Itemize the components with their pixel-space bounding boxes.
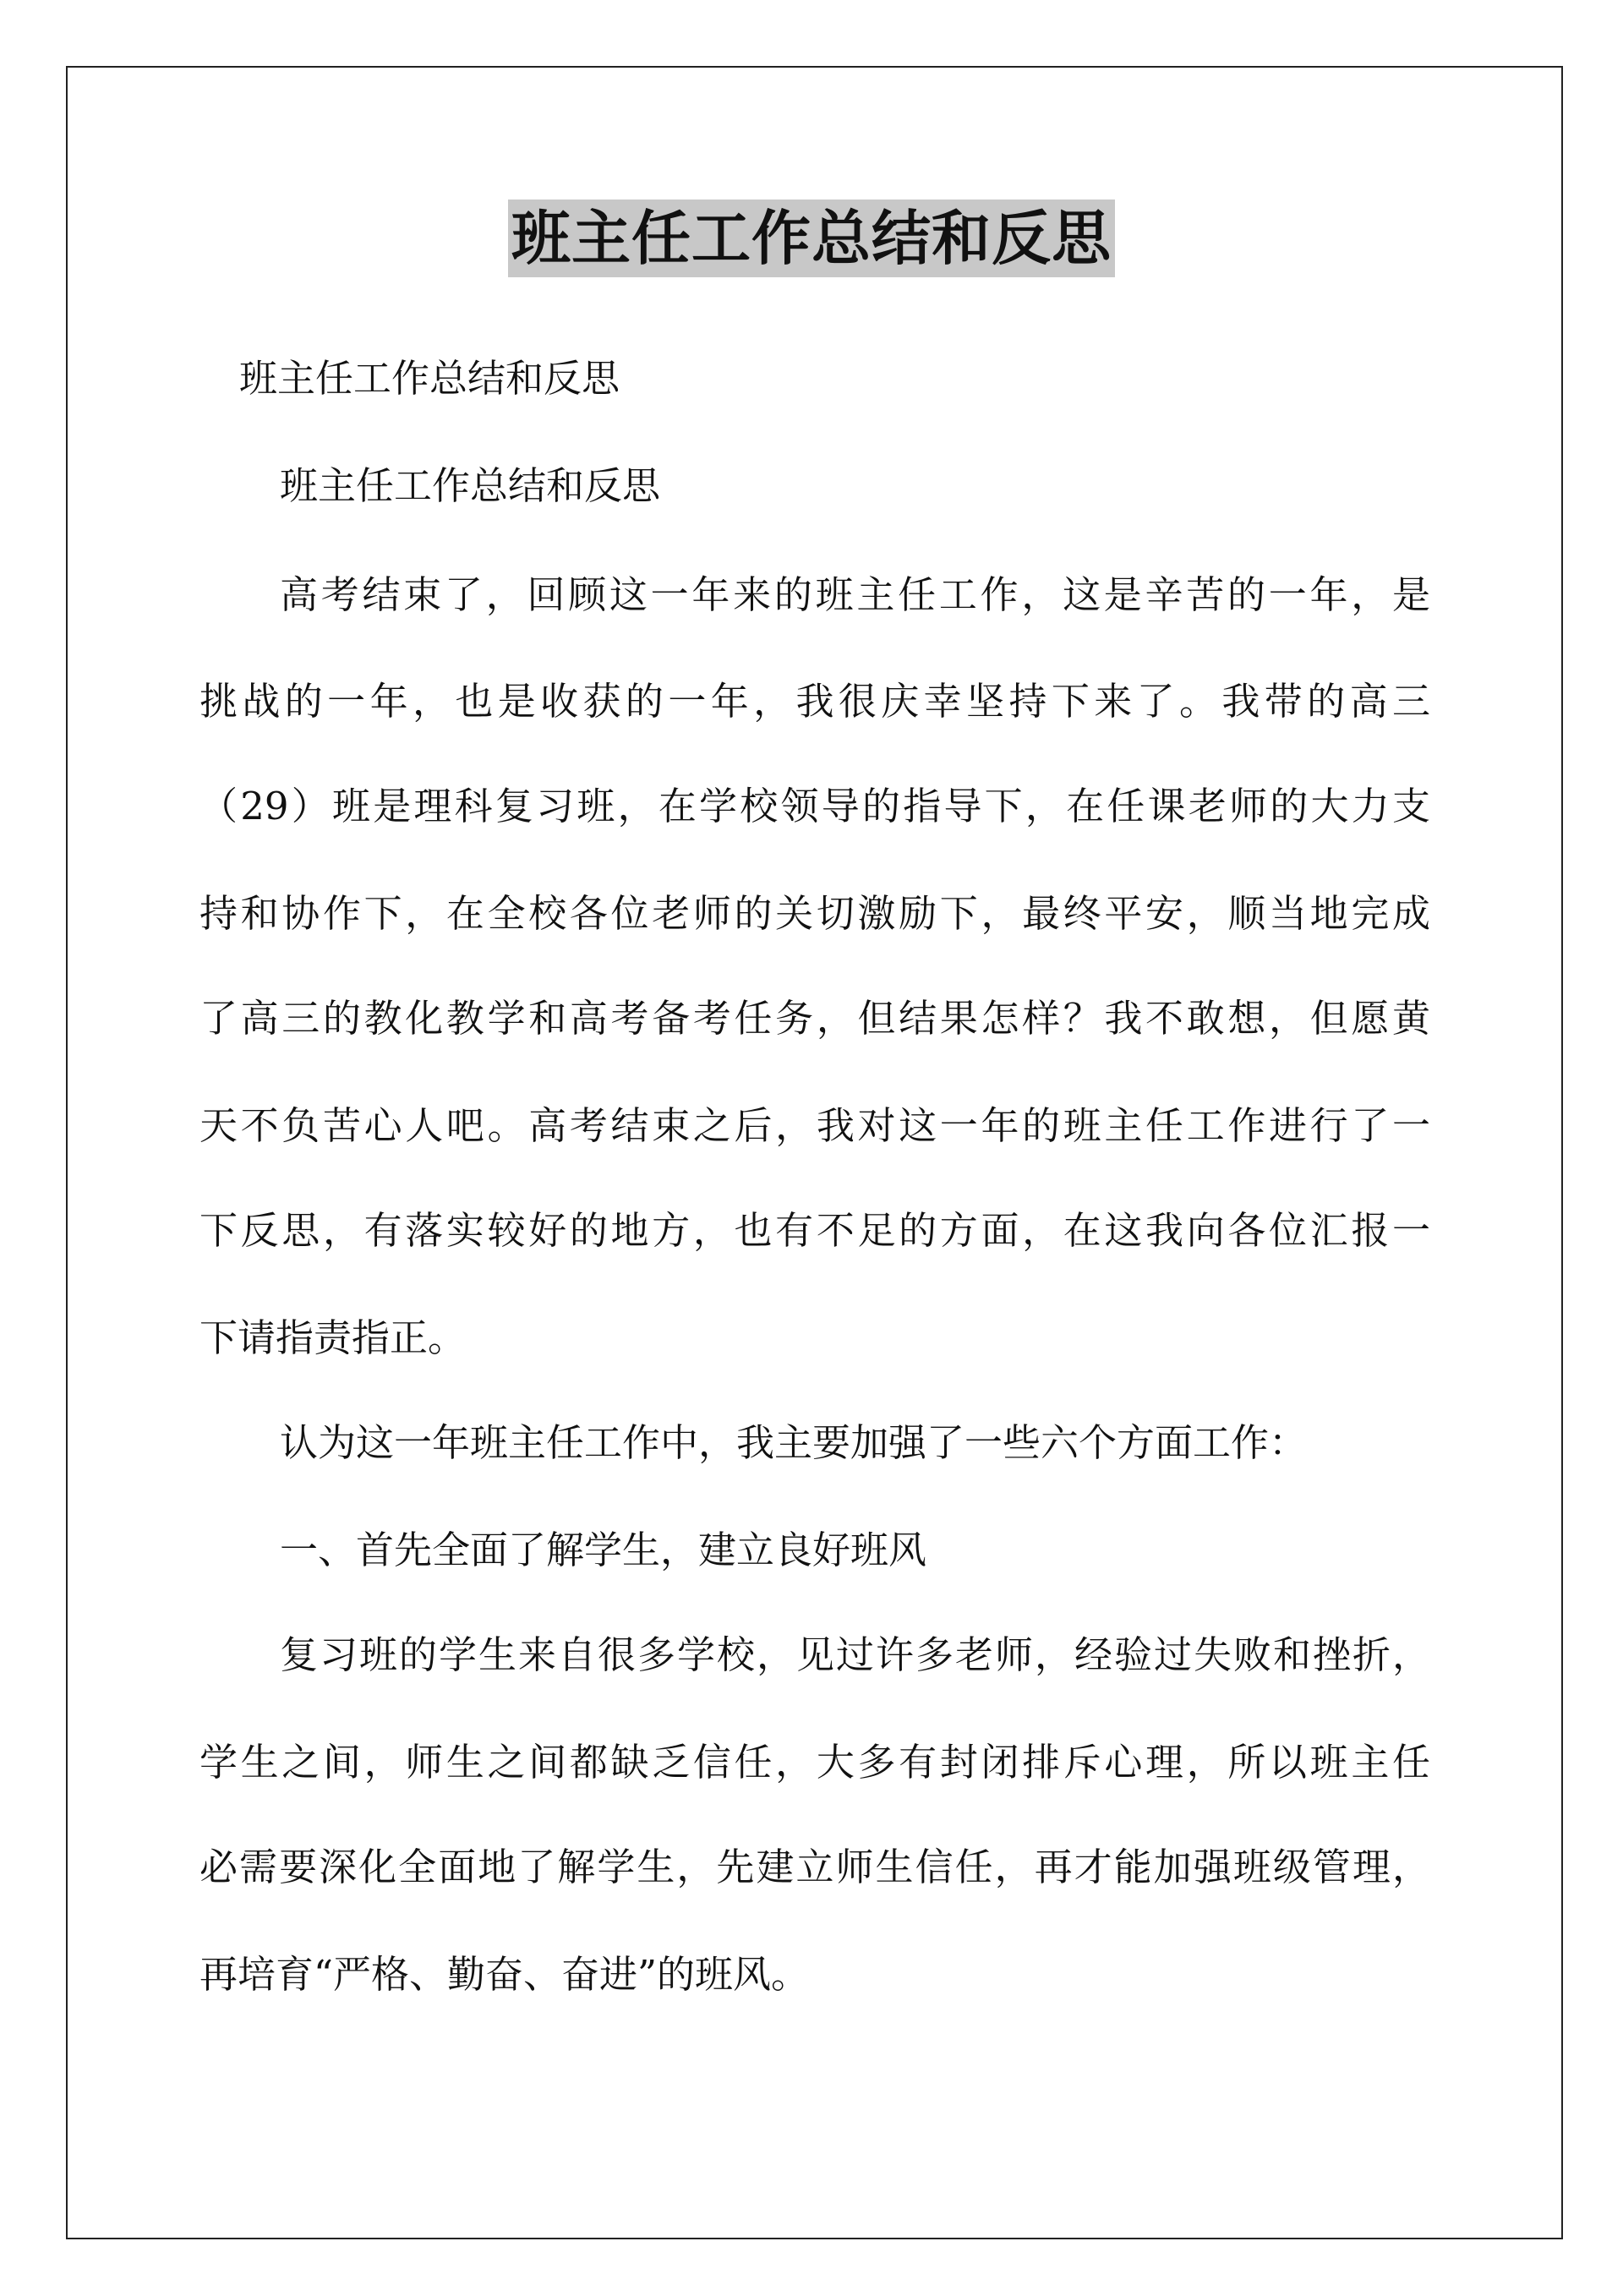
paragraph-3-line-4: 再培育“严格、勤奋、奋进”的班风。 <box>199 1952 810 1997</box>
paragraph-1-line-5: 了高三的教化教学和高考备考任务，但结果怎样？我不敢想，但愿黄 <box>199 996 1430 1041</box>
paragraph-3-line-2: 学生之间，师生之间都缺乏信任，大多有封闭排斥心理，所以班主任 <box>199 1740 1430 1785</box>
document-title <box>0 200 1623 277</box>
paragraph-1-line-2: 挑战的一年，也是收获的一年，我很庆幸坚持下来了。我带的高三 <box>199 679 1430 724</box>
paragraph-1-line-1: 高考结束了，回顾这一年来的班主任工作，这是辛苦的一年，是 <box>280 572 1430 617</box>
subtitle-line: 班主任工作总结和反思 <box>239 356 620 401</box>
heading-line: 班主任工作总结和反思 <box>280 463 661 508</box>
paragraph-3-line-3: 必需要深化全面地了解学生，先建立师生信任，再才能加强班级管理， <box>199 1845 1430 1889</box>
paragraph-1-line-6: 天不负苦心人吧。高考结束之后，我对这一年的班主任工作进行了一 <box>199 1103 1430 1148</box>
section-heading-1: 一、首先全面了解学生，建立良好班风 <box>280 1528 927 1572</box>
paragraph-1-line-8: 下请指责指正。 <box>199 1315 467 1360</box>
document-title-text: 班主任工作总结和反思 <box>508 200 1115 277</box>
paragraph-1-line-3: （29）班是理科复习班，在学校领导的指导下，在任课老师的大力支 <box>199 784 1430 828</box>
paragraph-1-line-7: 下反思，有落实较好的地方，也有不足的方面，在这我向各位汇报一 <box>199 1208 1430 1253</box>
paragraph-3-line-1: 复习班的学生来自很多学校，见过许多老师，经验过失败和挫折， <box>280 1632 1430 1677</box>
paragraph-2-line-1: 认为这一年班主任工作中，我主要加强了一些六个方面工作： <box>280 1420 1308 1465</box>
paragraph-1-line-4: 持和协作下，在全校各位老师的关切激励下，最终平安，顺当地完成 <box>199 891 1430 936</box>
